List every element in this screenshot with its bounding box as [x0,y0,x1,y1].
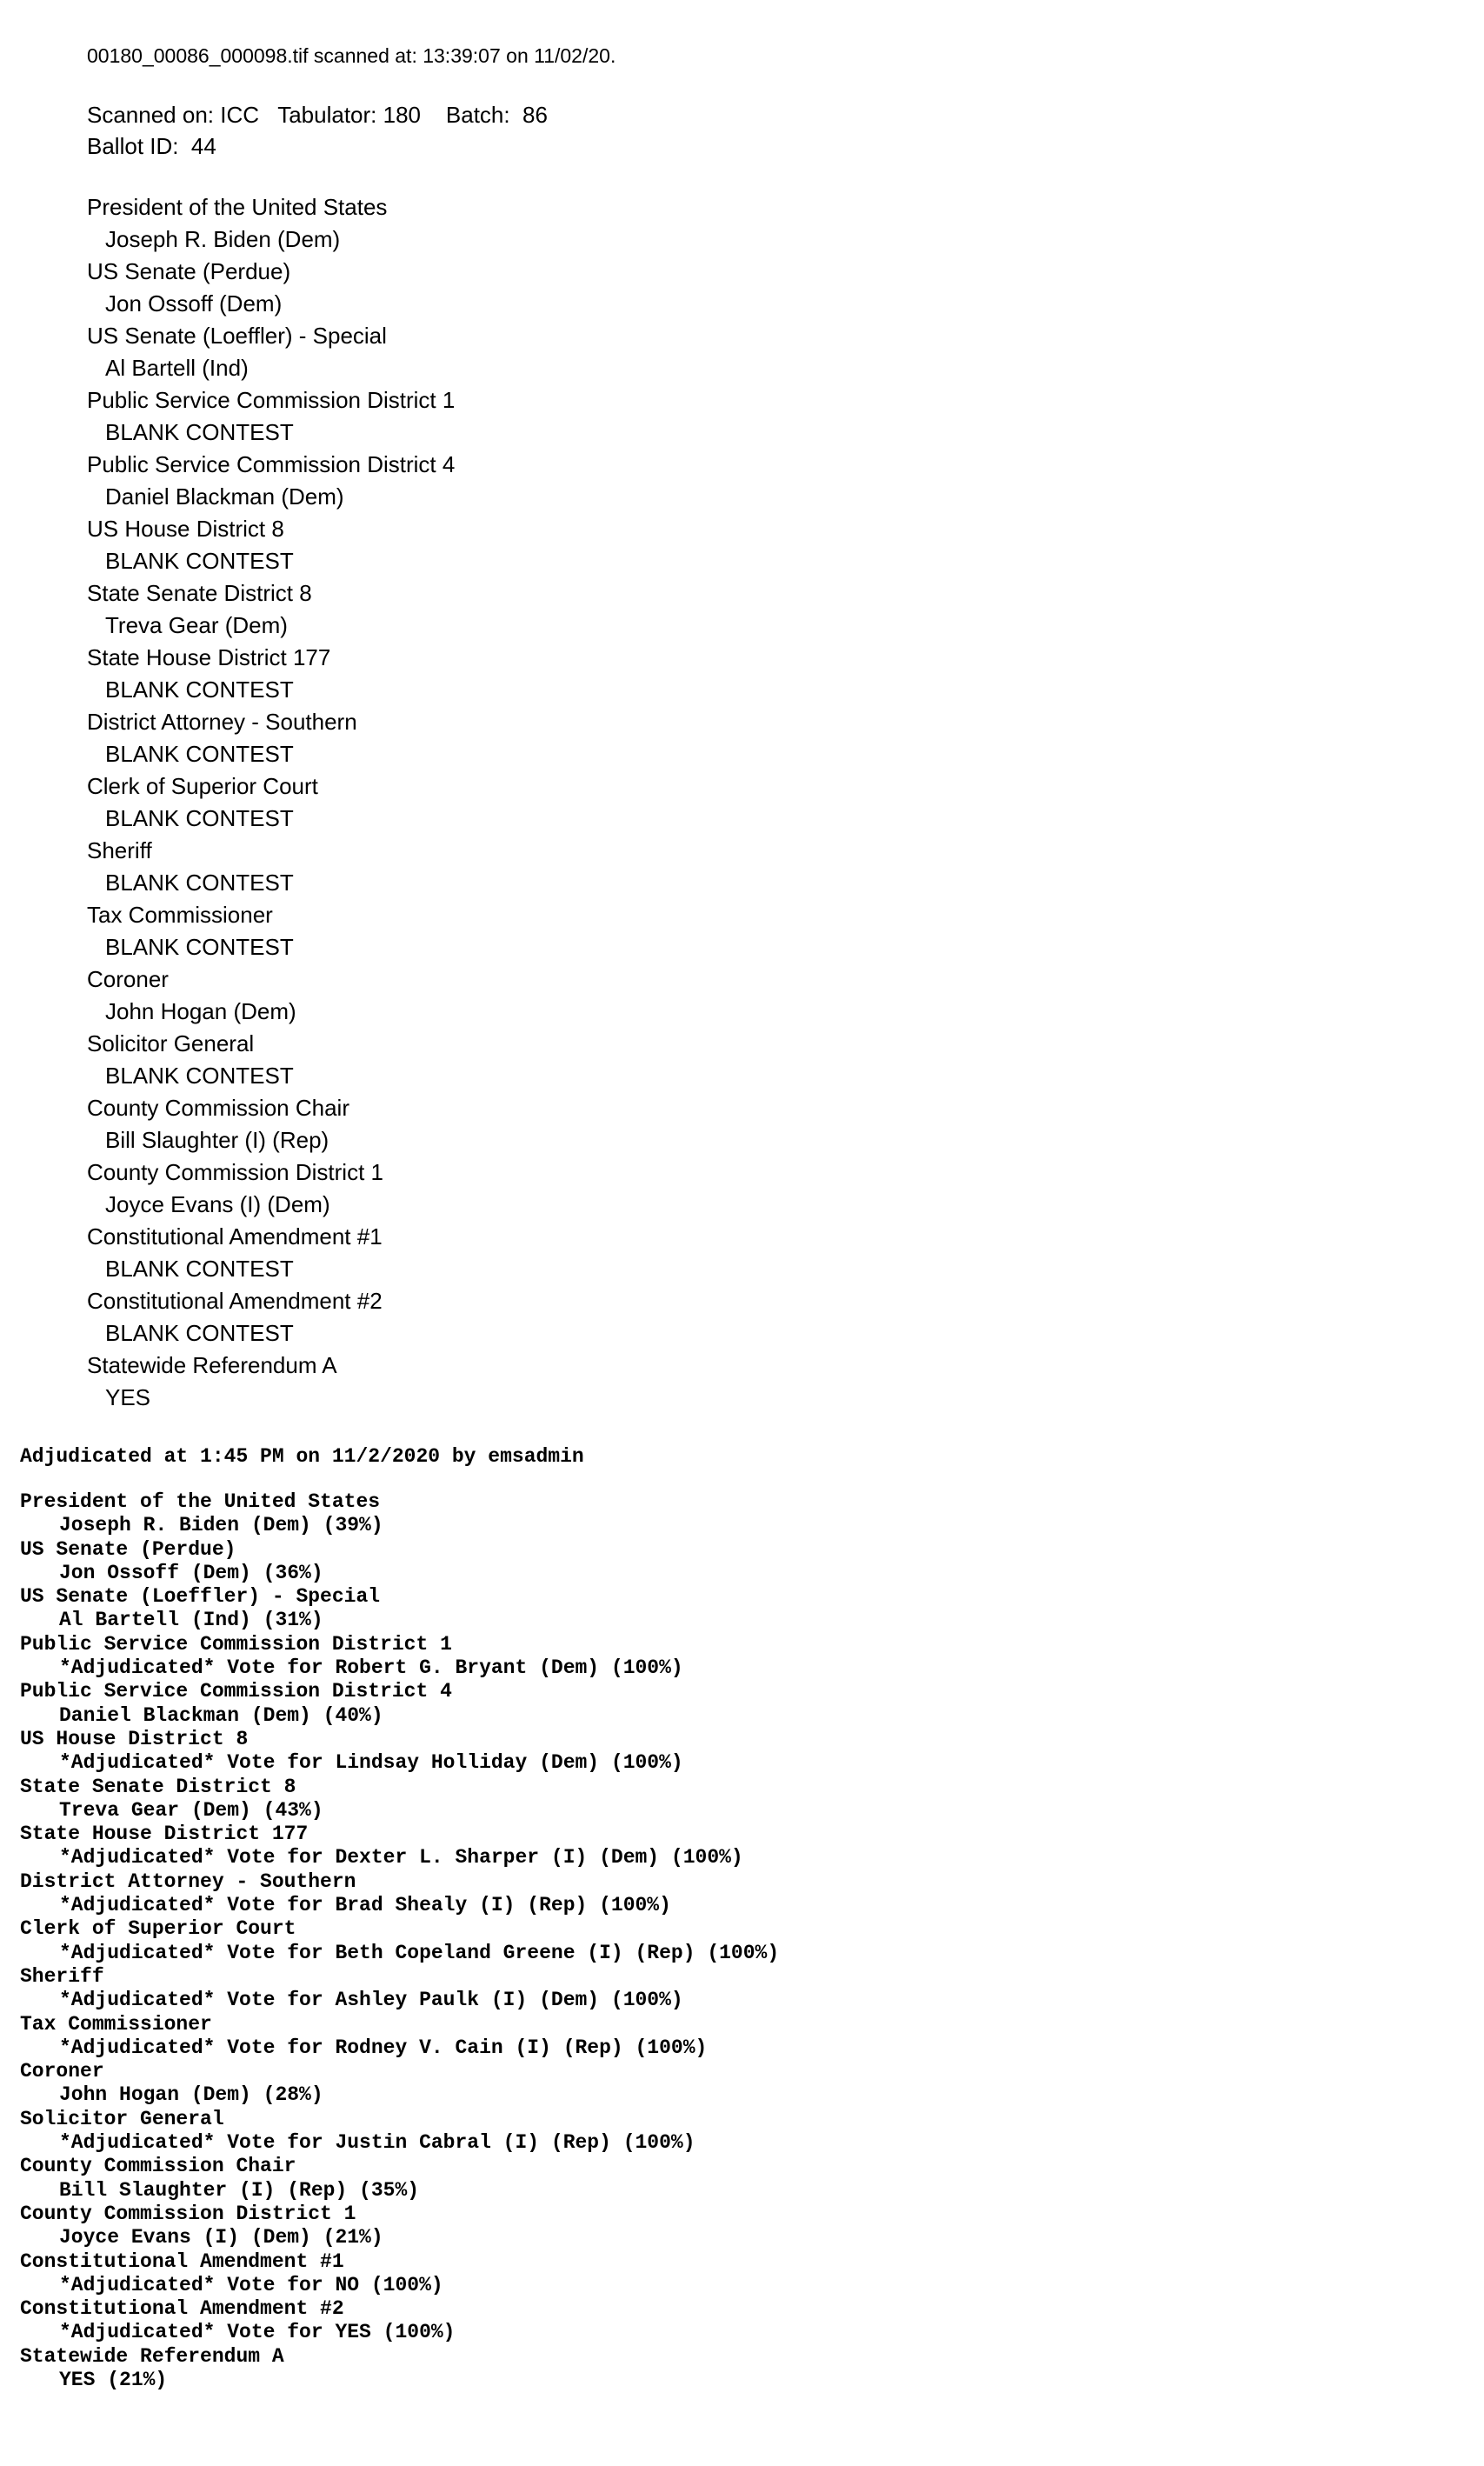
contest-choice: BLANK CONTEST [105,870,294,896]
contest-title: US House District 8 [87,516,284,542]
adjudicated-contest-choice: *Adjudicated* Vote for Beth Copeland Greene (I) (Rep) (100%) [59,1941,780,1964]
contest-title: Public Service Commission District 4 [87,451,456,477]
contest-choice: Treva Gear (Dem) [105,612,288,638]
contest-title: Constitutional Amendment #1 [87,1223,383,1250]
contest-title: Tax Commissioner [87,902,273,928]
contest-title: US Senate (Perdue) [87,258,291,284]
adjudicated-contest-title: Sheriff [20,1964,104,1988]
scan-metadata [87,99,1391,162]
contest-choice: Al Bartell (Ind) [105,355,249,381]
contest-choice: Joyce Evans (I) (Dem) [105,1191,330,1217]
scanned-on-line: Scanned on: ICC Tabulator: 180 Batch: 86 [87,102,548,128]
adjudicated-contest-choice: Treva Gear (Dem) (43%) [59,1798,323,1822]
contest-choice: BLANK CONTEST [105,419,294,445]
contest-choice: Jon Ossoff (Dem) [105,290,283,317]
adjudicated-contest-choice: Daniel Blackman (Dem) (40%) [59,1703,383,1727]
contest-choice: John Hogan (Dem) [105,998,296,1024]
contest-choice: Daniel Blackman (Dem) [105,483,344,510]
contest-title: US Senate (Loeffler) - Special [87,323,387,349]
adjudicated-contest-title: Constitutional Amendment #1 [20,2249,344,2273]
adjudicated-contest-title: US Senate (Perdue) [20,1537,236,1561]
adjudicated-contest-title: Clerk of Superior Court [20,1917,296,1941]
contest-choice: YES [105,1384,151,1410]
contest-title: State House District 177 [87,644,331,670]
contest-list [87,191,1391,1414]
scan-record [87,42,1391,1414]
adjudicated-contest-title: District Attorney - Southern [20,1869,356,1893]
adjudicated-contest-choice: Al Bartell (Ind) (31%) [59,1609,323,1632]
adjudicated-contest-title: Public Service Commission District 1 [20,1632,452,1656]
contest-title: Statewide Referendum A [87,1352,337,1378]
ballot-id-line: Ballot ID: 44 [87,133,216,159]
contest-title: Public Service Commission District 1 [87,387,456,413]
adjudicated-contest-title: Tax Commissioner [20,2012,212,2036]
adjudicated-contest-title: Solicitor General [20,2107,224,2130]
contest-title: State Senate District 8 [87,580,312,606]
adjudicated-contest-title: State House District 177 [20,1823,309,1846]
adjudicated-contest-choice: *Adjudicated* Vote for NO (100%) [59,2273,443,2296]
adjudicated-contest-title: Constitutional Amendment #2 [20,2297,344,2321]
adjudicated-contest-title: Coroner [20,2060,104,2083]
contest-choice: BLANK CONTEST [105,1320,294,1346]
contest-title: Sheriff [87,837,152,863]
contest-choice: BLANK CONTEST [105,934,294,960]
adjudicated-contest-choice: Bill Slaughter (I) (Rep) (35%) [59,2178,420,2202]
contest-choice: BLANK CONTEST [105,548,294,574]
contest-title: Coroner [87,966,169,992]
scan-header: 00180_00086_000098.tif scanned at: 13:39:07 on 11/02/20. [87,44,616,67]
adjudicated-contest-title: Statewide Referendum A [20,2344,284,2368]
adjudication-header: Adjudicated at 1:45 PM on 11/2/2020 by emsadmin [20,1445,584,1468]
adjudicated-contest-choice: *Adjudicated* Vote for Ashley Paulk (I) (Dem) (100%) [59,1989,683,2012]
contest-title: Clerk of Superior Court [87,773,318,799]
adjudicated-contest-choice: John Hogan (Dem) (28%) [59,2083,323,2107]
contest-title: Solicitor General [87,1030,255,1056]
adjudicated-contest-title: US House District 8 [20,1727,249,1750]
contest-title: President of the United States [87,194,388,220]
adjudicated-contest-title: US Senate (Loeffler) - Special [20,1585,381,1609]
contest-title: Constitutional Amendment #2 [87,1288,383,1314]
contest-choice: Bill Slaughter (I) (Rep) [105,1127,329,1153]
adjudicated-contest-choice: *Adjudicated* Vote for Lindsay Holliday (Dem) (100%) [59,1751,683,1775]
contest-title: County Commission Chair [87,1095,349,1121]
contest-choice: BLANK CONTEST [105,741,294,767]
adjudicated-contest-choice: *Adjudicated* Vote for Dexter L. Sharper (I) (Dem) (100%) [59,1846,743,1869]
contest-title: County Commission District 1 [87,1159,383,1185]
adjudicated-contest-title: State Senate District 8 [20,1775,296,1798]
adjudicated-contest-choice: *Adjudicated* Vote for Rodney V. Cain (I) (Rep) (100%) [59,2036,708,2059]
adjudicated-contest-choice: Joyce Evans (I) (Dem) (21%) [59,2226,383,2249]
adjudicated-contest-choice: *Adjudicated* Vote for Brad Shealy (I) (Rep) (100%) [59,1894,671,1917]
adjudicated-contest-list [20,1490,1463,2392]
contest-choice: BLANK CONTEST [105,676,294,703]
adjudicated-contest-title: County Commission District 1 [20,2202,356,2225]
adjudicated-contest-title: President of the United States [20,1490,381,1513]
adjudicated-contest-title: Public Service Commission District 4 [20,1680,452,1703]
adjudicated-contest-choice: *Adjudicated* Vote for Robert G. Bryant (Dem) (100%) [59,1656,683,1680]
contest-choice: BLANK CONTEST [105,805,294,831]
adjudicated-contest-title: County Commission Chair [20,2155,296,2178]
contest-choice: Joseph R. Biden (Dem) [105,226,341,252]
adjudicated-contest-choice: YES (21%) [59,2368,168,2391]
contest-choice: BLANK CONTEST [105,1063,294,1089]
adjudicated-contest-choice: Jon Ossoff (Dem) (36%) [59,1561,323,1584]
contest-choice: BLANK CONTEST [105,1256,294,1282]
adjudicated-contest-choice: Joseph R. Biden (Dem) (39%) [59,1514,383,1537]
adjudication-record [20,1443,1463,2392]
adjudicated-contest-choice: *Adjudicated* Vote for Justin Cabral (I) (Rep) (100%) [59,2131,695,2155]
adjudicated-contest-choice: *Adjudicated* Vote for YES (100%) [59,2321,456,2344]
contest-title: District Attorney - Southern [87,709,357,735]
